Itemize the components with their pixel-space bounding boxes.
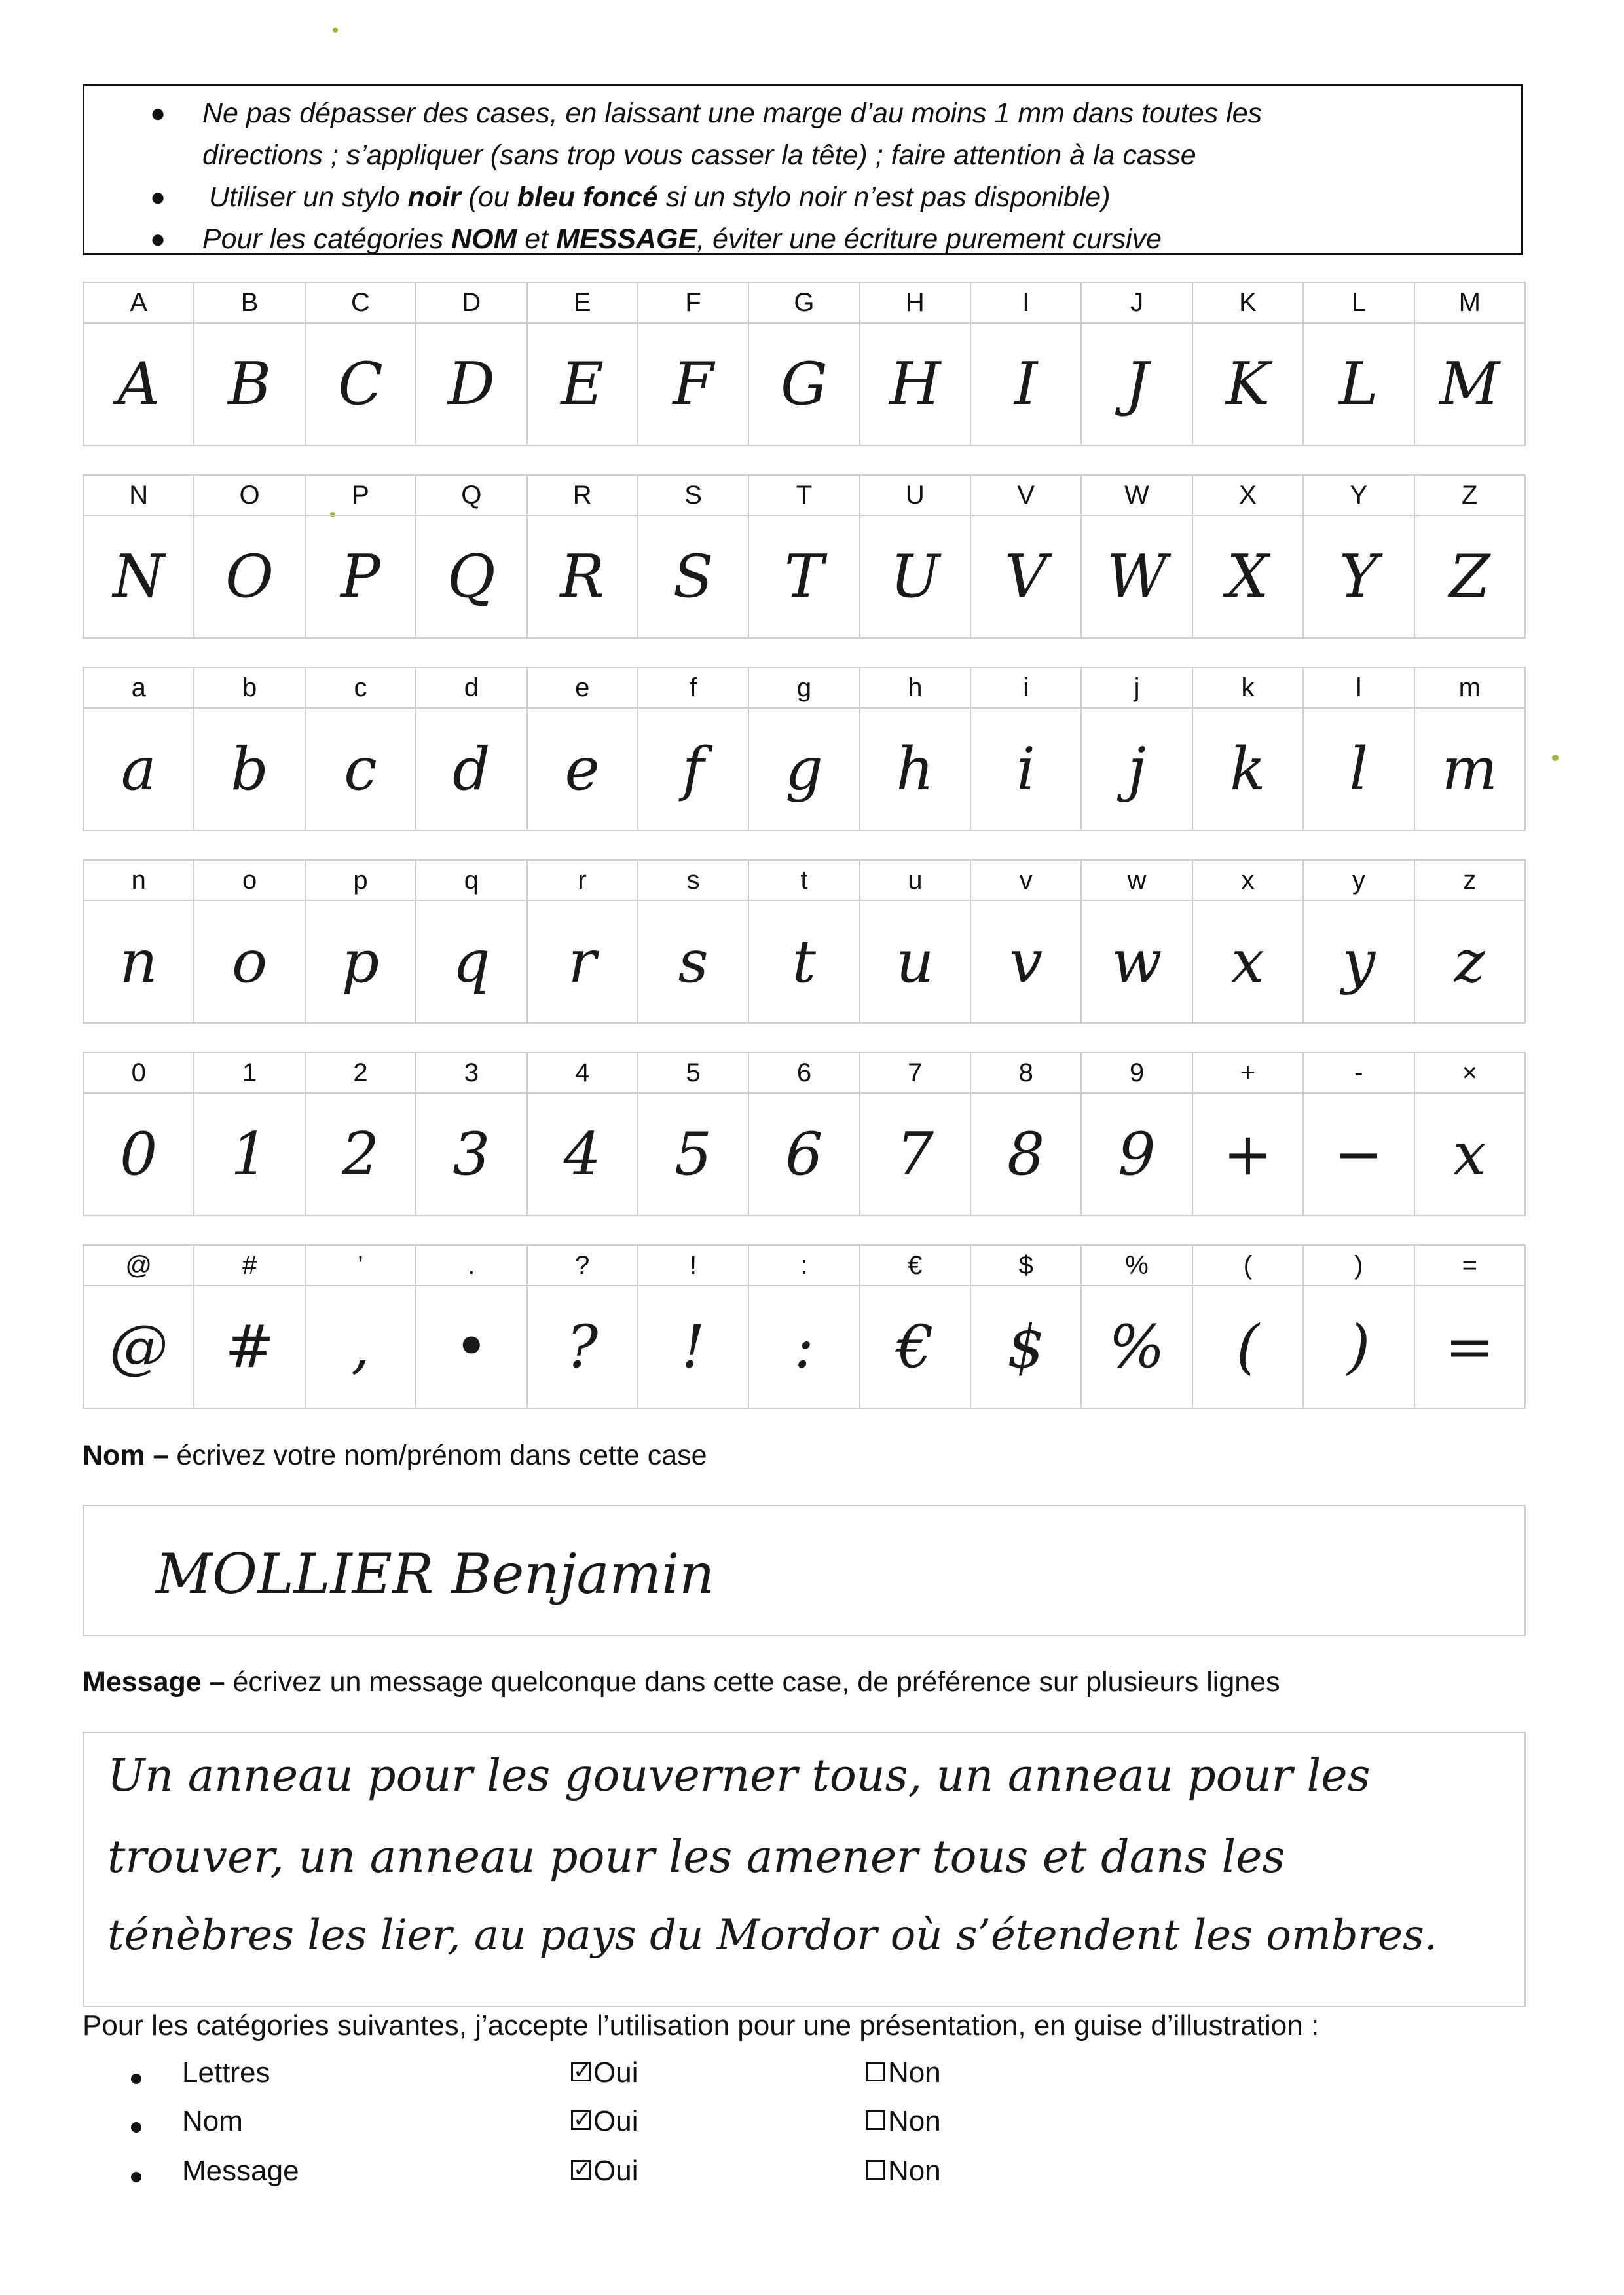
grid-label-cell: k xyxy=(1192,667,1303,708)
grid-label-cell: F xyxy=(638,282,748,323)
grid-label-cell: j xyxy=(1081,667,1192,708)
handwritten-character-cell: 8 xyxy=(970,1093,1081,1216)
grid-label-cell: Z xyxy=(1414,475,1526,515)
consent-row-lettres xyxy=(0,2057,1048,2102)
handwritten-character-cell: 6 xyxy=(748,1093,859,1216)
grid-label-cell: ! xyxy=(638,1245,748,1286)
grid-label-cell: x xyxy=(1192,860,1303,901)
handwritten-name: MOLLIER Benjamin xyxy=(156,1542,715,1606)
handwritten-character-cell: Z xyxy=(1414,515,1526,638)
grid-label-cell: K xyxy=(1192,282,1303,323)
handwritten-character-cell: % xyxy=(1081,1286,1192,1408)
handwritten-character-cell: P xyxy=(305,515,416,638)
grid-label-cell: 6 xyxy=(748,1053,859,1093)
oui-checkbox[interactable]: ✓ xyxy=(571,2110,591,2130)
handwritten-character-cell: I xyxy=(970,323,1081,445)
grid-label-cell: y xyxy=(1303,860,1414,901)
grid-label-cell: J xyxy=(1081,282,1192,323)
grid-label-cell: ( xyxy=(1192,1245,1303,1286)
grid-label-cell: 4 xyxy=(527,1053,638,1093)
handwritten-character-cell: G xyxy=(748,323,859,445)
grid-label-cell: C xyxy=(305,282,416,323)
grid-label-cell: d xyxy=(416,667,526,708)
handwritten-character-cell: R xyxy=(527,515,638,638)
handwritten-character-cell: B xyxy=(194,323,304,445)
grid-label-cell: 5 xyxy=(638,1053,748,1093)
handwritten-character-cell: 2 xyxy=(305,1093,416,1216)
handwritten-character-cell: v xyxy=(970,901,1081,1023)
instruction-item: ● Ne pas dépasser des cases, en laissant une marge d’au moins 1 mm dans toutes les xyxy=(150,98,1263,129)
grid-label-row xyxy=(83,1053,1525,1093)
grid-label-cell: v xyxy=(970,860,1081,901)
handwritten-character-cell: O xyxy=(194,515,304,638)
grid-label-cell: N xyxy=(83,475,194,515)
grid-label-cell: i xyxy=(970,667,1081,708)
handwritten-character-cell: h xyxy=(860,708,970,830)
handwritten-character-cell: u xyxy=(860,901,970,1023)
handwritten-character-cell: b xyxy=(194,708,304,830)
message-line: ténèbres les lier, au pays du Mordor où s’étendent les ombres. xyxy=(107,1911,1438,1960)
non-checkbox[interactable] xyxy=(866,2160,885,2180)
message-box xyxy=(83,1732,1526,2007)
handwritten-character-cell: 0 xyxy=(83,1093,194,1216)
handwritten-character-cell: f xyxy=(638,708,748,830)
grid-label-cell: - xyxy=(1303,1053,1414,1093)
message-label: Message – écrivez un message quelconque dans cette case, de préférence sur plusieurs lignes xyxy=(83,1666,1280,1698)
grid-label-cell: S xyxy=(638,475,748,515)
grid-label-cell: % xyxy=(1081,1245,1192,1286)
character-grid-symbols xyxy=(83,1244,1526,1409)
handwritten-character-cell: C xyxy=(305,323,416,445)
name-box xyxy=(83,1505,1526,1636)
handwritten-character-cell: k xyxy=(1192,708,1303,830)
oui-checkbox[interactable]: ✓ xyxy=(571,2160,591,2180)
grid-label-cell: m xyxy=(1414,667,1526,708)
handwritten-character-cell: • xyxy=(416,1286,526,1408)
handwritten-character-cell: D xyxy=(416,323,526,445)
handwritten-character-cell: i xyxy=(970,708,1081,830)
grid-label-cell: g xyxy=(748,667,859,708)
grid-label-cell: D xyxy=(416,282,526,323)
grid-label-cell: I xyxy=(970,282,1081,323)
handwritten-character-cell: F xyxy=(638,323,748,445)
grid-handwriting-row xyxy=(83,515,1525,638)
handwritten-character-cell: L xyxy=(1303,323,1414,445)
non-checkbox[interactable] xyxy=(866,2110,885,2130)
handwritten-character-cell: ( xyxy=(1192,1286,1303,1408)
consent-non-option[interactable]: Non xyxy=(866,2155,941,2188)
grid-label-cell: V xyxy=(970,475,1081,515)
grid-label-cell: l xyxy=(1303,667,1414,708)
grid-label-cell: f xyxy=(638,667,748,708)
oui-checkbox[interactable]: ✓ xyxy=(571,2062,591,2081)
grid-label-cell: r xyxy=(527,860,638,901)
consent-title: Pour les catégories suivantes, j’accepte l’utilisation pour une présentation, en guise d’illustration : xyxy=(83,2009,1320,2042)
grid-label-cell: O xyxy=(194,475,304,515)
grid-label-cell: t xyxy=(748,860,859,901)
handwritten-character-cell: 1 xyxy=(194,1093,304,1216)
consent-row-message xyxy=(0,2155,1048,2201)
grid-label-row xyxy=(83,475,1525,515)
handwritten-character-cell: p xyxy=(305,901,416,1023)
handwritten-character-cell: V xyxy=(970,515,1081,638)
grid-label-row xyxy=(83,667,1525,708)
character-grid-digits-operators xyxy=(83,1052,1526,1216)
instruction-item: ● Utiliser un stylo noir (ou bleu foncé si un stylo noir n’est pas disponible) xyxy=(150,181,1111,213)
grid-label-cell: q xyxy=(416,860,526,901)
handwritten-character-cell: l xyxy=(1303,708,1414,830)
handwritten-character-cell: $ xyxy=(970,1286,1081,1408)
character-grid-uppercase-n-z xyxy=(83,474,1526,639)
handwritten-character-cell: Q xyxy=(416,515,526,638)
grid-label-cell: p xyxy=(305,860,416,901)
grid-label-cell: z xyxy=(1414,860,1526,901)
grid-label-cell: T xyxy=(748,475,859,515)
grid-label-cell: . xyxy=(416,1245,526,1286)
handwritten-character-cell: @ xyxy=(83,1286,194,1408)
handwritten-character-cell: 4 xyxy=(527,1093,638,1216)
handwritten-character-cell: = xyxy=(1414,1286,1526,1408)
handwritten-character-cell: q xyxy=(416,901,526,1023)
grid-label-cell: = xyxy=(1414,1245,1526,1286)
handwritten-character-cell: g xyxy=(748,708,859,830)
grid-label-cell: W xyxy=(1081,475,1192,515)
grid-label-cell: $ xyxy=(970,1245,1081,1286)
consent-oui-option[interactable]: ✓Oui xyxy=(571,2057,638,2089)
grid-label-cell: a xyxy=(83,667,194,708)
grid-label-cell: # xyxy=(194,1245,304,1286)
handwritten-character-cell: A xyxy=(83,323,194,445)
grid-label-cell: b xyxy=(194,667,304,708)
handwritten-character-cell: j xyxy=(1081,708,1192,830)
grid-label-cell: × xyxy=(1414,1053,1526,1093)
scan-speck xyxy=(1552,755,1559,761)
handwritten-character-cell: K xyxy=(1192,323,1303,445)
handwritten-character-cell: − xyxy=(1303,1093,1414,1216)
grid-label-cell: + xyxy=(1192,1053,1303,1093)
non-checkbox[interactable] xyxy=(866,2062,885,2081)
grid-label-cell: U xyxy=(860,475,970,515)
handwritten-character-cell: + xyxy=(1192,1093,1303,1216)
handwritten-character-cell: c xyxy=(305,708,416,830)
handwritten-character-cell: 7 xyxy=(860,1093,970,1216)
instructions-box xyxy=(83,84,1523,255)
handwritten-character-cell: J xyxy=(1081,323,1192,445)
scan-speck xyxy=(333,28,338,33)
grid-label-cell: ’ xyxy=(305,1245,416,1286)
grid-label-row xyxy=(83,860,1525,901)
handwritten-character-cell: x xyxy=(1192,901,1303,1023)
instruction-item: ● Pour les catégories NOM et MESSAGE, éviter une écriture purement cursive xyxy=(150,223,1162,255)
handwritten-character-cell: 9 xyxy=(1081,1093,1192,1216)
handwritten-character-cell: ! xyxy=(638,1286,748,1408)
grid-label-cell: e xyxy=(527,667,638,708)
handwritten-character-cell: x xyxy=(1414,1093,1526,1216)
handwritten-character-cell: , xyxy=(305,1286,416,1408)
grid-label-cell: L xyxy=(1303,282,1414,323)
grid-label-cell: 3 xyxy=(416,1053,526,1093)
handwritten-character-cell: e xyxy=(527,708,638,830)
grid-label-cell: A xyxy=(83,282,194,323)
bullet xyxy=(131,2122,141,2133)
grid-label-cell: h xyxy=(860,667,970,708)
character-grid-uppercase-a-m xyxy=(83,282,1526,446)
handwritten-character-cell: y xyxy=(1303,901,1414,1023)
grid-label-cell: R xyxy=(527,475,638,515)
grid-label-cell: s xyxy=(638,860,748,901)
grid-label-cell: G xyxy=(748,282,859,323)
grid-label-cell: H xyxy=(860,282,970,323)
consent-category: Message xyxy=(182,2155,299,2187)
message-line: trouver, un anneau pour les amener tous et dans les xyxy=(107,1831,1285,1883)
grid-label-cell: 7 xyxy=(860,1053,970,1093)
grid-label-cell: w xyxy=(1081,860,1192,901)
handwritten-character-cell: ) xyxy=(1303,1286,1414,1408)
handwritten-character-cell: : xyxy=(748,1286,859,1408)
handwritten-character-cell: S xyxy=(638,515,748,638)
handwritten-character-cell: W xyxy=(1081,515,1192,638)
character-grid-lowercase-n-z xyxy=(83,859,1526,1024)
bullet xyxy=(131,2172,141,2182)
handwritten-character-cell: a xyxy=(83,708,194,830)
handwritten-character-cell: 5 xyxy=(638,1093,748,1216)
grid-label-cell: ? xyxy=(527,1245,638,1286)
handwritten-character-cell: d xyxy=(416,708,526,830)
grid-label-cell: P xyxy=(305,475,416,515)
grid-label-cell: @ xyxy=(83,1245,194,1286)
consent-oui-option[interactable]: ✓Oui xyxy=(571,2105,638,2138)
grid-label-cell: Q xyxy=(416,475,526,515)
handwritten-character-cell: M xyxy=(1414,323,1526,445)
handwritten-character-cell: m xyxy=(1414,708,1526,830)
consent-non-option[interactable]: Non xyxy=(866,2057,941,2089)
grid-label-cell: B xyxy=(194,282,304,323)
grid-label-cell: u xyxy=(860,860,970,901)
character-grid-lowercase-a-m xyxy=(83,667,1526,831)
grid-label-row xyxy=(83,282,1525,323)
grid-label-cell: € xyxy=(860,1245,970,1286)
handwritten-character-cell: 3 xyxy=(416,1093,526,1216)
handwritten-character-cell: H xyxy=(860,323,970,445)
handwritten-character-cell: r xyxy=(527,901,638,1023)
consent-category: Lettres xyxy=(182,2057,270,2089)
grid-label-cell: 9 xyxy=(1081,1053,1192,1093)
grid-label-cell: ) xyxy=(1303,1245,1414,1286)
handwritten-character-cell: U xyxy=(860,515,970,638)
message-line: Un anneau pour les gouverner tous, un anneau pour les xyxy=(107,1750,1371,1802)
handwritten-character-cell: T xyxy=(748,515,859,638)
grid-handwriting-row xyxy=(83,1286,1525,1408)
grid-label-cell: n xyxy=(83,860,194,901)
consent-row-nom xyxy=(0,2105,1048,2151)
grid-label-cell: E xyxy=(527,282,638,323)
grid-handwriting-row xyxy=(83,1093,1525,1216)
grid-label-cell: 1 xyxy=(194,1053,304,1093)
consent-non-option[interactable]: Non xyxy=(866,2105,941,2138)
handwritten-character-cell: o xyxy=(194,901,304,1023)
handwritten-character-cell: Y xyxy=(1303,515,1414,638)
handwritten-character-cell: N xyxy=(83,515,194,638)
instruction-item-continued: directions ; s’appliquer (sans trop vous casser la tête) ; faire attention à la casse xyxy=(202,140,1196,171)
handwritten-character-cell: s xyxy=(638,901,748,1023)
consent-category: Nom xyxy=(182,2105,243,2137)
handwritten-character-cell: # xyxy=(194,1286,304,1408)
handwritten-character-cell: ? xyxy=(527,1286,638,1408)
handwritten-character-cell: z xyxy=(1414,901,1526,1023)
grid-label-cell: M xyxy=(1414,282,1526,323)
grid-label-cell: c xyxy=(305,667,416,708)
grid-label-cell: 8 xyxy=(970,1053,1081,1093)
grid-handwriting-row xyxy=(83,901,1525,1023)
grid-label-cell: o xyxy=(194,860,304,901)
handwritten-character-cell: w xyxy=(1081,901,1192,1023)
consent-oui-option[interactable]: ✓Oui xyxy=(571,2155,638,2188)
grid-handwriting-row xyxy=(83,708,1525,830)
handwritten-character-cell: t xyxy=(748,901,859,1023)
grid-label-cell: X xyxy=(1192,475,1303,515)
name-label: Nom – écrivez votre nom/prénom dans cette case xyxy=(83,1440,707,1471)
handwritten-character-cell: E xyxy=(527,323,638,445)
handwritten-character-cell: € xyxy=(860,1286,970,1408)
grid-label-cell: 0 xyxy=(83,1053,194,1093)
handwritten-character-cell: n xyxy=(83,901,194,1023)
bullet xyxy=(131,2074,141,2084)
grid-label-cell: 2 xyxy=(305,1053,416,1093)
grid-label-cell: : xyxy=(748,1245,859,1286)
grid-label-row xyxy=(83,1245,1525,1286)
grid-handwriting-row xyxy=(83,323,1525,445)
grid-label-cell: Y xyxy=(1303,475,1414,515)
handwritten-character-cell: X xyxy=(1192,515,1303,638)
